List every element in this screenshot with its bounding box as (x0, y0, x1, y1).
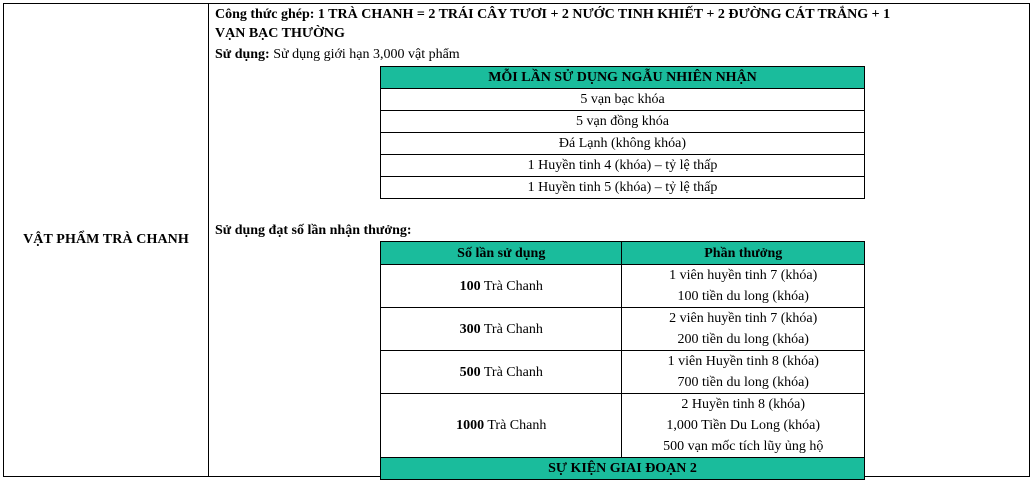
milestone-count-cell: 1000 Trà Chanh (381, 394, 622, 458)
table-row (381, 351, 865, 394)
recipe-line-2: VẠN BẠC THƯỜNG (215, 26, 345, 41)
item-detail-cell (215, 4, 1027, 476)
event-phase-footer: SỰ KIỆN GIAI ĐOẠN 2 (381, 458, 865, 480)
item-name: VẬT PHẨM TRÀ CHANH (23, 232, 189, 247)
random-reward-row: 5 vạn bạc khóa (381, 89, 865, 111)
milestone-reward-cell: 1 viên huyền tinh 7 (khóa) 100 tiền du long (khóa) (622, 265, 865, 308)
milestone-label: Sử dụng đạt số lần nhận thưởng: (215, 223, 412, 238)
milestone-count-cell: 500 Trà Chanh (381, 351, 622, 394)
milestone-count-cell: 100 Trà Chanh (381, 265, 622, 308)
table-row (381, 394, 865, 458)
random-reward-row: Đá Lạnh (không khóa) (381, 133, 865, 155)
usage-text: Sử dụng giới hạn 3,000 vật phẩm (269, 47, 460, 62)
milestone-col-reward: Phần thưởng (622, 242, 865, 265)
milestone-reward-cell: 2 viên huyền tinh 7 (khóa) 200 tiền du long (khóa) (622, 308, 865, 351)
recipe-formula: 1 TRÀ CHANH = 2 TRÁI CÂY TƯƠI + 2 NƯỚC TINH KHIẾT + 2 ĐƯỜNG CÁT TRẮNG + 1 (314, 7, 891, 22)
item-table (3, 3, 1030, 477)
random-reward-header: MỖI LẦN SỬ DỤNG NGẪU NHIÊN NHẬN (381, 67, 865, 89)
milestone-col-count: Số lần sử dụng (381, 242, 622, 265)
milestone-count-cell: 300 Trà Chanh (381, 308, 622, 351)
milestone-reward-cell: 2 Huyền tinh 8 (khóa) 1,000 Tiền Du Long (khóa) 500 vạn mốc tích lũy ủng hộ (622, 394, 865, 458)
random-reward-row: 1 Huyền tinh 5 (khóa) – tỷ lệ thấp (381, 177, 865, 199)
item-name-cell (4, 4, 209, 476)
random-reward-table (380, 66, 865, 199)
recipe-line-1 (215, 6, 890, 24)
milestone-reward-cell: 1 viên Huyền tinh 8 (khóa) 700 tiền du long (khóa) (622, 351, 865, 394)
table-row (381, 308, 865, 351)
table-row (381, 265, 865, 308)
recipe-label: Công thức ghép: (215, 7, 315, 22)
milestone-reward-table (380, 241, 865, 480)
usage-line (215, 46, 460, 64)
random-reward-row: 5 vạn đồng khóa (381, 111, 865, 133)
usage-label: Sử dụng: (215, 47, 270, 62)
random-reward-row: 1 Huyền tinh 4 (khóa) – tỷ lệ thấp (381, 155, 865, 177)
